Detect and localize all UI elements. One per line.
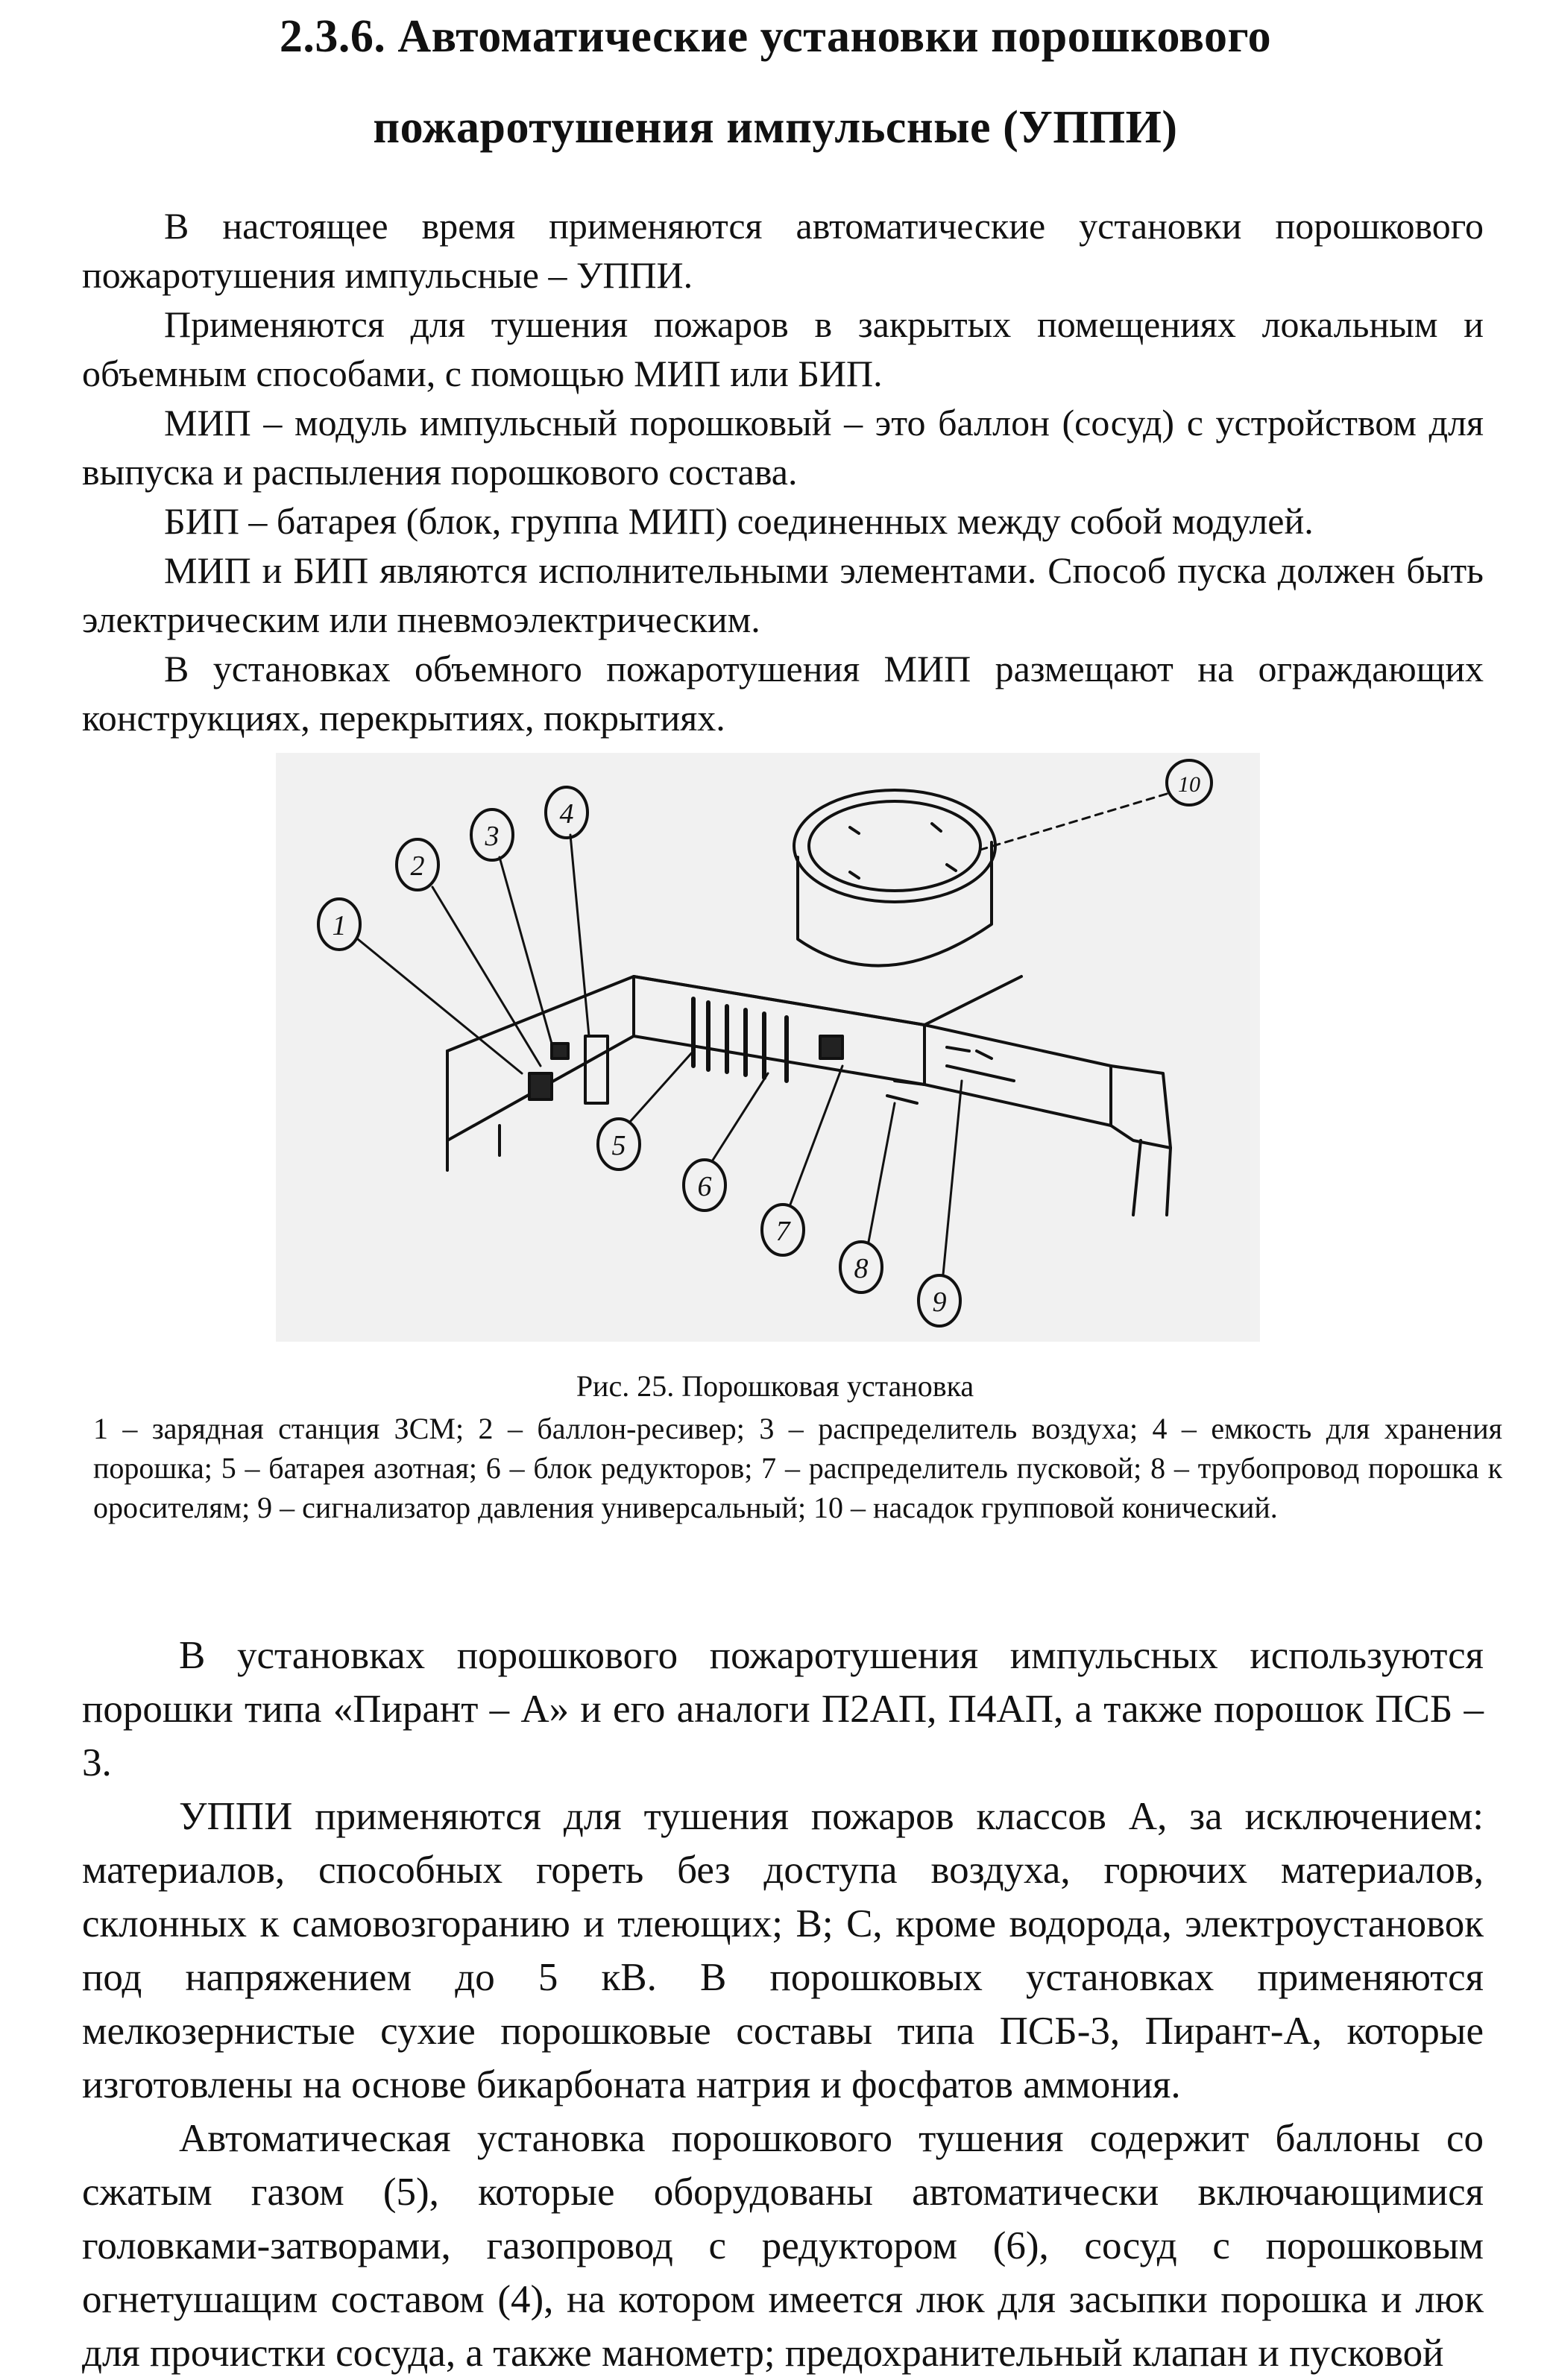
paragraph: МИП – модуль импульсный порошковый – это баллон (сосуд) с устройством для выпуска и распыления порошкового состава. (82, 402, 1484, 493)
paragraph: УППИ применяются для тушения пожаров классов А, за исключением: материалов, способных гореть без доступа воздуха, горючих материалов, склонных к самовозгоранию и тлеющих; В; С, кроме водорода, электроустановок под напряжением до 5 кВ. В порошковых установках применяются мелкозернистые сухие порошковые составы типа ПСБ-3, Пирант-А, которые изготовлены на основе бикарбоната натрия и фосфатов аммония. (82, 1795, 1484, 2106)
section-heading-line2: пожаротушения импульсные (УППИ) (373, 102, 1178, 153)
powder-installation-figure (276, 753, 1260, 1342)
paragraph: Автоматическая установка порошкового тушения содержит баллоны со сжатым газом (5), которые оборудованы автоматически включающимися головками-затворами, газопровод с редуктором (6), сосуд с порошковым огнетушащим составом (4), на котором имеется люк для засыпки порошка и люк для прочистки сосуда, а также манометр; предохранительный клапан и пусковой (82, 2117, 1484, 2375)
callout-label: 7 (775, 1216, 790, 1247)
main-text (82, 1629, 1484, 2380)
callout-label: 2 (410, 850, 425, 882)
callout-label: 6 (697, 1171, 712, 1202)
callout-label: 10 (1178, 772, 1200, 797)
paragraph: МИП и БИП являются исполнительными элементами. Способ пуска должен быть электрическим или пневмоэлектрическим. (82, 549, 1484, 640)
callout-label: 5 (611, 1130, 626, 1161)
paragraph: БИП – батарея (блок, группа МИП) соединенных между собой модулей. (164, 500, 1314, 542)
figure-caption-title: Рис. 25. Порошковая установка (576, 1369, 974, 1403)
paragraph: В настоящее время применяются автоматические установки порошкового пожаротушения импульсные – УППИ. (82, 205, 1484, 296)
paragraph: Применяются для тушения пожаров в закрытых помещениях локальным и объемным способами, с помощью МИП или БИП. (82, 303, 1484, 394)
intro-text (82, 201, 1484, 742)
callout-label: 4 (559, 798, 574, 830)
paragraph: В установках порошкового пожаротушения импульсных используются порошки типа «Пирант – А» и его аналоги П2АП, П4АП, а также порошок ПСБ – 3. (82, 1634, 1484, 1784)
callout-label: 1 (332, 910, 347, 941)
callout-label: 3 (485, 821, 500, 852)
section-heading-line1: 2.3.6. Автоматические установки порошкового (279, 11, 1272, 62)
figure-caption-legend: 1 – зарядная станция ЗСМ; 2 – баллон-ресивер; 3 – распределитель воздуха; 4 – емкость для хранения порошка; 5 – батарея азотная; 6 – блок редукторов; 7 – распределитель пусковой; 8 – трубопровод порошка к оросителям; 9 – сигнализатор давления универсальный; 10 – насадок групповой конический. (93, 1412, 1502, 1524)
callout-label: 9 (932, 1287, 947, 1318)
callout-label: 8 (854, 1253, 869, 1284)
paragraph: В установках объемного пожаротушения МИП размещают на ограждающих конструкциях, перекрытиях, покрытиях. (82, 648, 1484, 739)
installation-drawing (276, 753, 1260, 1342)
